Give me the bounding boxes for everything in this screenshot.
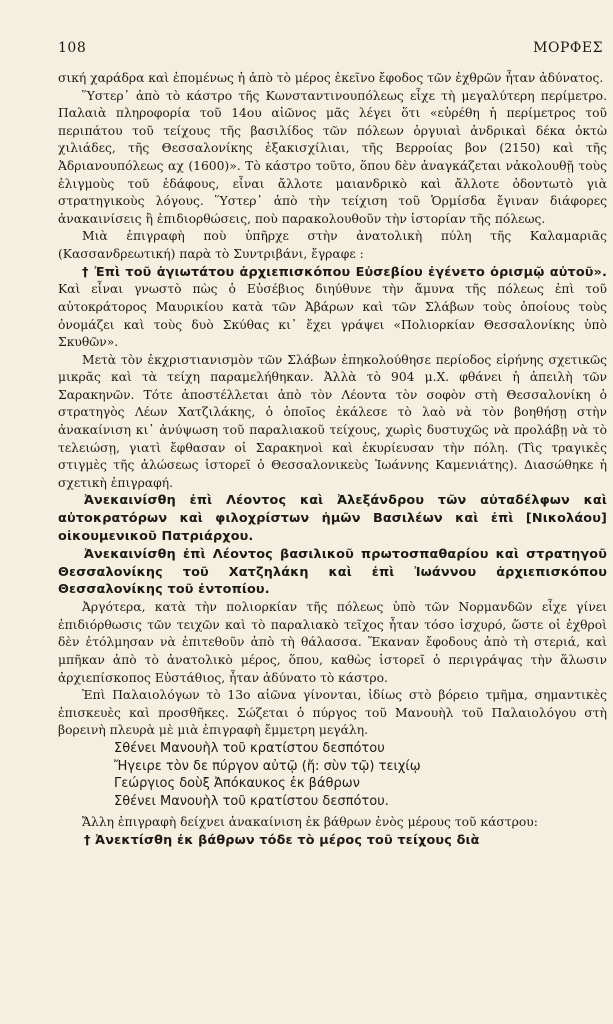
metric-inscription-line-1: Σθένει Μανουὴλ τοῦ κρατίστου δεσπότου [114,740,385,756]
eusebius-text: Καὶ εἶναι γνωστὸ πὼς ὁ Εὐσέβιος διηύθυνε τὴν ἄμυνα τῆς πόλεως ἐπὶ τοῦ αὐτοκράτορος Μαυρικίου κατὰ τῶν Ἀβάρων καὶ τῶν Σλάβων τοὺς ὁποίους τοὺς ὀνομάζει καὶ τοὺς δυὸ Σκύθας κι᾽ ἔχει γράψει «Πολιορκίαν Θεσσαλονίκης ὑπὸ Σκυθῶν». [58,282,607,350]
paragraph-saracens: Μετὰ τὸν ἐκχριστιανισμὸν τῶν Σλάβων ἐπηκολούθησε περίοδος εἰρήνης σχετικῶς μικρᾶς καὶ τὰ τείχη παραμελήθηκαν. Ἀλλὰ τὸ 904 μ.Χ. φθάνει ἡ ἀπειλὴ τῶν Σαρακηνῶν. Τότε ἀποστέλλεται ἀπὸ τὸν Λέοντα τὸν σοφὸν στὴ Θεσσαλονίκη ὁ στρατηγὸς Λέων Χατζιλάκης, ὁ ὁποῖος ἐκάλεσε τὸ λαὸ νὰ τὸν βοηθήσῃ στὴν ἀνακαίνιση κι᾽ ἀνύψωση τοῦ παραλιακοῦ τείχους, χωρὶς δυστυχῶς νὰ προλάβῃ νὰ τὸ τελειώσῃ, γιατὶ ἔφθασαν οἱ Σαρακηνοὶ καὶ ἐκυρίευσαν τὴν πόλη. (Τὶς τραγικὲς στιγμὲς τῆς ἁλώσεως ἱστορεῖ ὁ Θεσσαλονικεὺς Ἰωάννης Καμενιάτης). Διασώθηκε ἡ σχετικὴ ἐπιγραφή. [58,352,607,490]
metric-inscription-line-4: Σθένει Μανουὴλ τοῦ κρατίστου δεσπότου. [114,793,389,809]
body-text [58,70,607,850]
paragraph-normans: Ἀργότερα, κατὰ τὴν πολιορκίαν τῆς πόλεως ὑπὸ τῶν Νορμανδῶν εἶχε γίνει ἐπιδιόρθωσις τῶν τειχῶν καὶ τὸ παραλιακὸ τεῖχος ἦταν τόσο ἰσχυρό, ὥστε οἱ ἐχθροὶ δὲν ἐτόλμησαν νὰ ἐπιτεθοῦν ἀπὸ τὴ θάλασσα. Ἔκαναν ἔφοδους ἀπὸ τὴ στεριά, καὶ μπῆκαν ἀπὸ τὸ ἀνατολικὸ μέρος, ὅπου, καθὼς ἱστορεῖ ὁ περιγράψας τὴν ἅλωσιν ἀρχιεπίσκοπος Εὐστάθιος, ἦταν ἀδύνατο τὸ κάστρο. [58,600,607,685]
inscription-chatzilakis: Ἀνεκαινίσθη ἐπὶ Λέοντος βασιλικοῦ πρωτοσπαθαρίου καὶ στρατηγοῦ Θεσσαλονίκης τοῦ Χατζηλάκη καὶ ἐπὶ Ἰωάννου ἀρχιεπισκόπου Θεσσαλονίκης τοῦ ἐντοπίου. [58,546,607,598]
inscription-eusebius: † Ἐπὶ τοῦ ἁγιωτάτου ἀρχιεπισκόπου Εὐσεβίου ἐγένετο ὀρισμῷ αὐτοῦ». [82,264,607,280]
paragraph-palaiologoi: Ἐπὶ Παλαιολόγων τὸ 13ο αἰῶνα γίνονται, ἰδίως στὸ βόρειο τμῆμα, σημαντικὲς ἐπισκευὲς καὶ προσθῆκες. Σώζεται ὁ πύργος τοῦ Μανουὴλ τοῦ Παλαιολόγου στὴ βορεινὴ πλευρὰ μὲ μιὰ ἐπιγραφὴ ἔμμετρη μεγάλη. [58,688,607,738]
paragraph-eastern-gate: Μιὰ ἐπιγραφὴ ποὺ ὑπῆρχε στὴν ἀνατολικὴ πύλη τῆς Καλαμαριᾶς (Κασσανδρεωτική) παρὰ τὸ Συντριβάνι, ἔγραφε : [58,229,607,261]
running-title: ΜΟΡΦΕΣ [533,40,603,56]
paragraph-continuation: σική χαράδρα καὶ ἐπομένως ἡ ἀπὸ τὸ μέρος ἐκεῖνο ἔφοδος τῶν ἐχθρῶν ἦταν ἀδύνατος. [58,71,604,85]
page-header [58,40,603,56]
inscription-rebuilt: † Ἀνεκτίσθη ἐκ βάθρων τόδε τὸ μέρος τοῦ τείχους διὰ [84,832,480,848]
inscription-leo-alexander: Ἀνεκαινίσθη ἐπὶ Λέοντος καὶ Ἀλεξάνδρου τῶν αὐταδέλφων καὶ αὐτοκρατόρων καὶ φιλοχρίστων ἡμῶν Βασιλέων καὶ ἐπὶ [Νικολάου] οἰκουμενικοῦ Πατριάρχου. [58,493,607,545]
paragraph-other-inscription: Ἄλλη ἐπιγραφὴ δείχνει ἀνακαίνιση ἐκ βάθρων ἑνὸς μέρους τοῦ κάστρου: [82,815,538,830]
metric-inscription-line-3: Γεώργιος δοὺξ Ἀπόκαυκος ἐκ βάθρων [114,776,360,792]
metric-inscription-line-2: Ἤγειρε τὸν δε πύργον αὐτῷ (ἤ: σὺν τῷ) τειχίῳ [114,758,421,774]
paragraph-eusebius [58,264,607,352]
page-number: 108 [58,40,87,56]
paragraph-perimeter: Ὕστερ᾽ ἀπὸ τὸ κάστρο τῆς Κωνσταντινουπόλεως εἶχε τὴ μεγαλύτερη περίμετρο. Παλαιὰ πληροφορία τοῦ 14ου αἰῶνος μᾶς λέγει ὅτι «εὑρέθη ἡ περίμετρος τοῦ περιπάτου τοῦ τείχους τῆς βασιλίδος τῶν πόλεων ὀργυιαὶ ἀνδρικαὶ δέκα ὀκτὼ χιλιάδες, τῆς Θεσσαλονίκης ἑξακισχίλιαι, τῆς Βερροίας βον (2150) καὶ τῆς Ἀδριανουπόλεως αχ (1600)». Τὸ κάστρο τοῦτο, ὅπου δὲν ἀναγκάζεται νἀκολουθῇ τοὺς ἑλιγμοὺς τοῦ ἐδάφους, εἶναι ἄλλοτε μαιανδρικὸ καὶ ἄλλοτε ὀδοντωτὸ γιὰ στρατηγικοὺς λόγους. Ὕστερ᾽ ἀπὸ τὴν τείχιση τοῦ Ὁρμίσδα ἔγιναν διάφορες ἀνακαινίσεις ἢ ἐπιδιορθώσεις, ποὺ παρακολουθοῦν τὴν ἱστορίαν τῆς πόλεως. [58,88,607,226]
